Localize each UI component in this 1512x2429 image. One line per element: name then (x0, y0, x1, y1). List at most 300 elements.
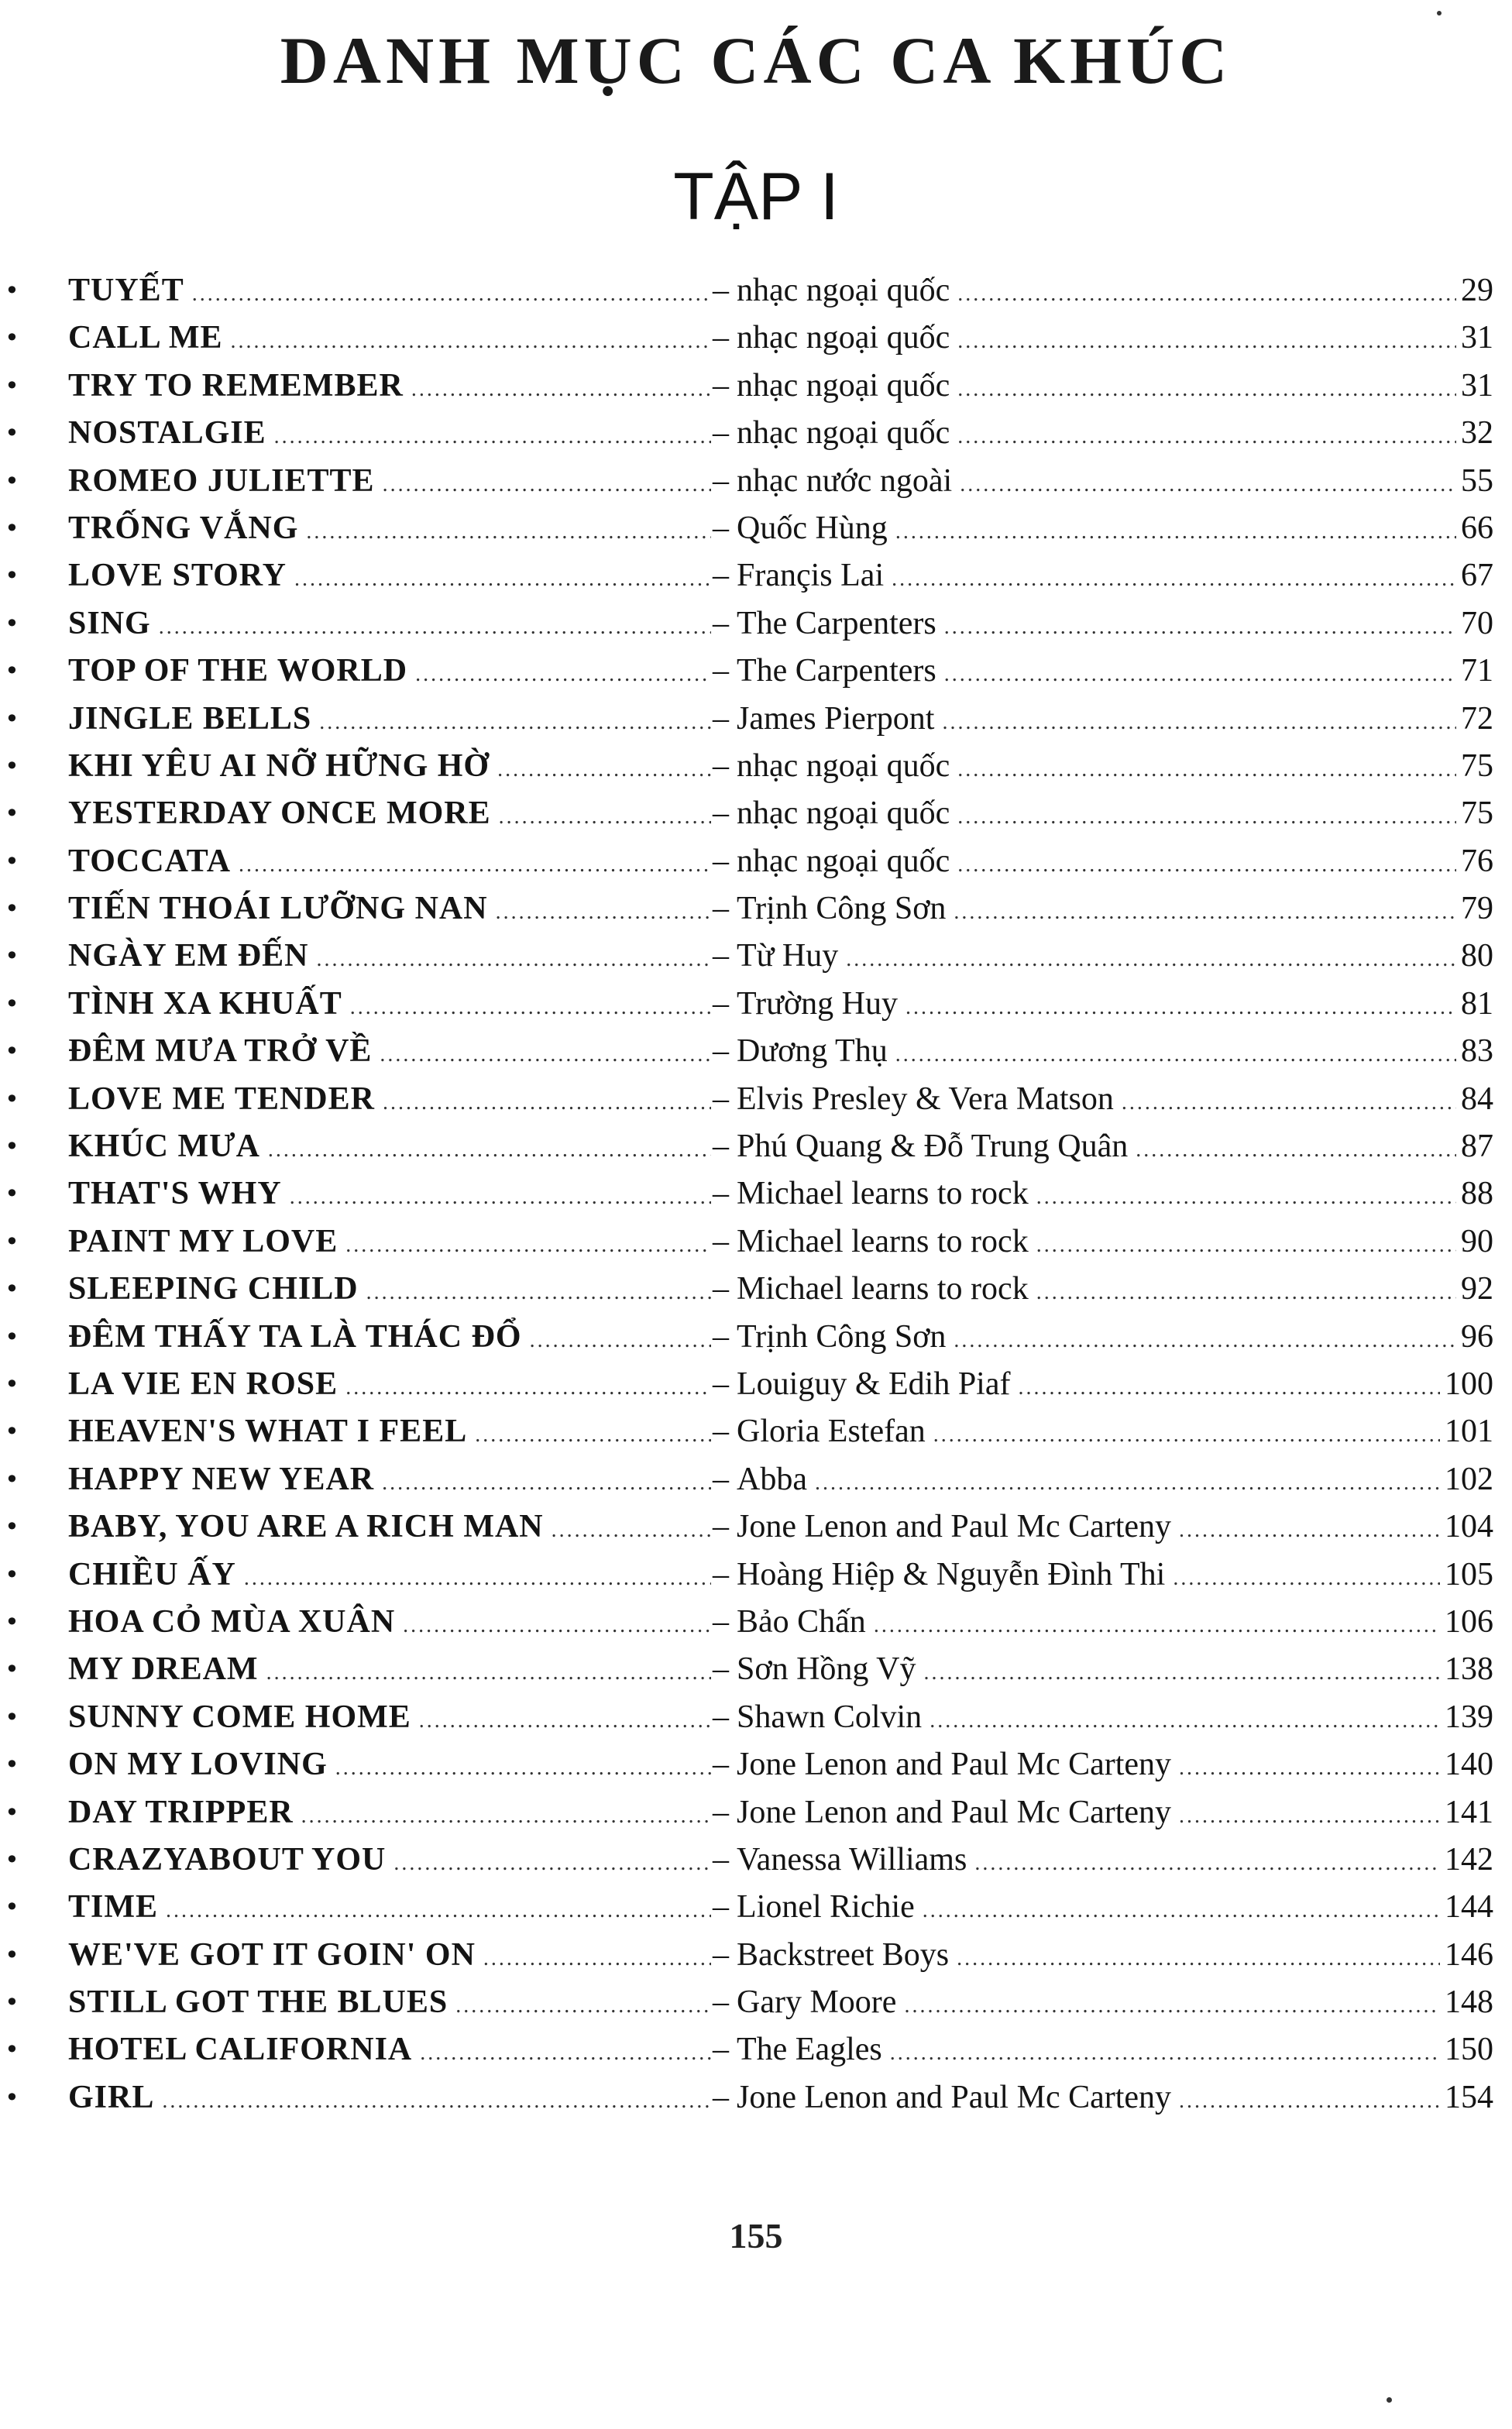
song-author: The Eagles (737, 2032, 882, 2068)
song-author: Trịnh Công Sơn (737, 891, 947, 927)
song-title: TOP OF THE WORLD (68, 653, 408, 689)
song-title: HOTEL CALIFORNIA (68, 2032, 413, 2068)
author-cell (711, 1170, 1493, 1221)
dot-leader (815, 1459, 1440, 1507)
bullet-icon: • (5, 1464, 19, 1494)
bullet-icon: • (5, 561, 19, 591)
song-entry (0, 1028, 1512, 1075)
song-author: Michael learns to rock (737, 1176, 1029, 1212)
bullet-icon: • (5, 1369, 19, 1399)
dash-separator: – (713, 558, 729, 594)
song-author: Vanessa Williams (737, 1841, 967, 1878)
dot-leader (294, 555, 711, 603)
song-entry (0, 1741, 1512, 1788)
dot-leader (239, 841, 711, 888)
bullet-icon: • (5, 1274, 19, 1304)
song-title-cell (68, 790, 711, 840)
dash-separator: – (713, 415, 729, 452)
bullet-icon: • (5, 1321, 19, 1352)
song-title-cell (68, 1694, 711, 1744)
author-cell (711, 362, 1493, 413)
dot-leader (1179, 1792, 1440, 1840)
song-page-number: 148 (1445, 1984, 1493, 2021)
song-author: Sơn Hồng Vỹ (737, 1651, 916, 1688)
dot-leader (345, 1364, 711, 1411)
song-title-cell (68, 1979, 711, 2029)
dot-leader (1179, 2077, 1440, 2125)
dot-leader (957, 793, 1456, 840)
dot-leader (1036, 1221, 1456, 1269)
song-page-number: 76 (1461, 843, 1493, 879)
dot-leader (475, 1411, 711, 1458)
page-title: DANH MỤC CÁC CA KHÚC (280, 23, 1232, 98)
song-entry (0, 1599, 1512, 1646)
song-page-number: 80 (1461, 938, 1493, 974)
song-title: LOVE STORY (68, 558, 287, 594)
dot-leader (846, 936, 1456, 983)
song-title: DAY TRIPPER (68, 1794, 294, 1830)
dot-leader (301, 1792, 711, 1840)
bullet-icon: • (5, 2035, 19, 2065)
dot-leader (923, 1887, 1440, 1934)
song-entry (0, 600, 1512, 648)
song-entry (0, 552, 1512, 600)
bullet-icon: • (5, 1892, 19, 1922)
song-title-cell (68, 1408, 711, 1458)
song-page-number: 83 (1461, 1033, 1493, 1070)
song-title-cell (68, 1932, 711, 1982)
dot-leader (895, 1031, 1456, 1078)
song-author: Hoàng Hiệp & Nguyễn Đình Thi (737, 1556, 1166, 1592)
song-entry (0, 1789, 1512, 1836)
song-title: CRAZYABOUT YOU (68, 1841, 387, 1878)
song-author: Jone Lenon and Paul Mc Carteny (737, 1509, 1172, 1545)
song-title-cell (68, 648, 711, 698)
bullet-icon: • (5, 941, 19, 971)
song-author: Shawn Colvin (737, 1699, 923, 1735)
author-cell (711, 1361, 1493, 1411)
song-title-cell (68, 885, 711, 936)
song-page-number: 150 (1445, 2032, 1493, 2068)
author-cell (711, 267, 1493, 318)
song-page-number: 31 (1461, 320, 1493, 356)
bullet-icon: • (5, 1132, 19, 1162)
author-cell (711, 981, 1493, 1031)
dash-separator: – (713, 985, 729, 1022)
dot-leader (895, 508, 1456, 555)
song-index-list (0, 267, 1512, 2122)
song-entry (0, 1646, 1512, 1693)
song-title: STILL GOT THE BLUES (68, 1984, 448, 2021)
song-author: Phú Quang & Đỗ Trung Quân (737, 1129, 1129, 1165)
song-page-number: 66 (1461, 510, 1493, 546)
dot-leader (499, 793, 711, 840)
song-title: PAINT MY LOVE (68, 1223, 338, 1259)
dash-separator: – (713, 1414, 729, 1450)
song-entry (0, 314, 1512, 362)
song-title-cell (68, 267, 711, 318)
dot-leader (319, 699, 711, 746)
song-title: TÌNH XA KHUẤT (68, 985, 342, 1022)
bullet-icon: • (5, 513, 19, 543)
dash-separator: – (713, 891, 729, 927)
song-author: Françis Lai (737, 558, 885, 594)
song-title: TRY TO REMEMBER (68, 367, 404, 404)
author-cell (711, 2026, 1493, 2077)
dash-separator: – (713, 1366, 729, 1402)
dash-separator: – (713, 1936, 729, 1973)
dash-separator: – (713, 1984, 729, 2021)
author-cell (711, 790, 1493, 840)
dash-separator: – (713, 1699, 729, 1735)
song-title: SUNNY COME HOME (68, 1699, 411, 1735)
song-entry (0, 1694, 1512, 1741)
dash-separator: – (713, 1223, 729, 1259)
author-cell (711, 1123, 1493, 1173)
dash-separator: – (713, 1651, 729, 1688)
song-entry (0, 933, 1512, 980)
dash-separator: – (713, 1318, 729, 1355)
song-entry (0, 505, 1512, 552)
song-title: JINGLE BELLS (68, 700, 312, 737)
song-entry (0, 1836, 1512, 1884)
song-title-cell (68, 1266, 711, 1316)
song-author: Jone Lenon and Paul Mc Carteny (737, 1794, 1172, 1830)
song-page-number: 84 (1461, 1081, 1493, 1117)
author-cell (711, 648, 1493, 698)
dot-leader (497, 746, 711, 793)
bullet-icon: • (5, 608, 19, 638)
song-author: Gary Moore (737, 1984, 897, 2021)
song-author: Elvis Presley & Vera Matson (737, 1081, 1114, 1117)
song-title: TOCCATA (68, 843, 232, 879)
dot-leader (159, 603, 711, 651)
dash-separator: – (713, 653, 729, 689)
author-cell (711, 1646, 1493, 1696)
song-page-number: 138 (1445, 1651, 1493, 1688)
song-page-number: 144 (1445, 1889, 1493, 1926)
dot-leader (166, 1887, 711, 1934)
song-page-number: 102 (1445, 1461, 1493, 1497)
song-title-cell (68, 1218, 711, 1269)
author-cell (711, 743, 1493, 793)
song-title-cell (68, 410, 711, 460)
song-entry (0, 1408, 1512, 1455)
song-entry (0, 1361, 1512, 1408)
song-page-number: 100 (1445, 1366, 1493, 1402)
song-author: Abba (737, 1461, 807, 1497)
song-title-cell (68, 696, 711, 746)
song-entry (0, 1932, 1512, 1979)
dash-separator: – (713, 1794, 729, 1830)
song-title-cell (68, 1551, 711, 1602)
author-cell (711, 600, 1493, 651)
dot-leader (530, 1317, 711, 1364)
song-title-cell (68, 2026, 711, 2077)
song-page-number: 31 (1461, 367, 1493, 404)
song-title-cell (68, 2074, 711, 2125)
song-page-number: 75 (1461, 795, 1493, 832)
song-title-cell (68, 1836, 711, 1887)
dash-separator: – (713, 938, 729, 974)
song-entry (0, 267, 1512, 314)
song-title: CHIỀU ẤY (68, 1556, 236, 1592)
dot-leader (420, 2029, 711, 2077)
author-cell (711, 1932, 1493, 1982)
dash-separator: – (713, 1033, 729, 1070)
author-cell (711, 410, 1493, 460)
song-author: nhạc ngoại quốc (737, 795, 950, 832)
dot-leader (1136, 1126, 1456, 1173)
song-entry (0, 1266, 1512, 1313)
dot-leader (496, 888, 711, 936)
song-title: NGÀY EM ĐẾN (68, 938, 309, 974)
dash-separator: – (713, 320, 729, 356)
dash-separator: – (713, 2032, 729, 2068)
song-title: SING (68, 605, 151, 641)
song-entry (0, 1551, 1512, 1599)
dash-separator: – (713, 700, 729, 737)
page-number: 155 (729, 2216, 783, 2256)
dot-leader (923, 1649, 1440, 1696)
dash-separator: – (713, 1129, 729, 1165)
song-author: The Carpenters (737, 605, 936, 641)
song-page-number: 101 (1445, 1414, 1493, 1450)
song-author: Louiguy & Edih Piaf (737, 1366, 1011, 1402)
song-author: Jone Lenon and Paul Mc Carteny (737, 1747, 1172, 1783)
song-author: Michael learns to rock (737, 1223, 1029, 1259)
song-entry (0, 1170, 1512, 1218)
song-author: nhạc ngoại quốc (737, 415, 950, 452)
author-cell (711, 838, 1493, 888)
song-author: Trịnh Công Sơn (737, 1318, 947, 1355)
author-cell (711, 1884, 1493, 1934)
bullet-icon: • (5, 656, 19, 686)
song-author: James Pierpont (737, 700, 935, 737)
song-page-number: 88 (1461, 1176, 1493, 1212)
bullet-icon: • (5, 1179, 19, 1209)
bullet-icon: • (5, 988, 19, 1019)
song-entry (0, 696, 1512, 743)
song-author: Jone Lenon and Paul Mc Carteny (737, 2079, 1172, 2115)
song-title-cell (68, 552, 711, 603)
dot-leader (944, 603, 1456, 651)
dash-separator: – (713, 510, 729, 546)
song-page-number: 92 (1461, 1271, 1493, 1307)
dot-leader (266, 1649, 711, 1696)
dot-leader (874, 1602, 1440, 1649)
song-title-cell (68, 1599, 711, 1649)
author-cell (711, 458, 1493, 508)
dash-separator: – (713, 367, 729, 404)
dot-leader (933, 1411, 1440, 1458)
song-title: TRỐNG VẮNG (68, 510, 299, 546)
dot-leader (162, 2077, 711, 2125)
song-title-cell (68, 1076, 711, 1126)
bullet-icon: • (5, 1988, 19, 2018)
song-title-cell (68, 1503, 711, 1554)
author-cell (711, 1218, 1493, 1269)
author-cell (711, 1503, 1493, 1554)
author-cell (711, 696, 1493, 746)
song-title-cell (68, 600, 711, 651)
dash-separator: – (713, 1747, 729, 1783)
song-author: Bảo Chấn (737, 1603, 866, 1640)
song-title: KHI YÊU AI NỠ HỮNG HỜ (68, 747, 490, 784)
song-author: Lionel Richie (737, 1889, 915, 1926)
dot-leader (1179, 1507, 1440, 1554)
dot-leader (552, 1507, 711, 1554)
dot-leader (383, 461, 711, 508)
bullet-icon: • (5, 751, 19, 781)
bullet-icon: • (5, 1939, 19, 1970)
song-title: CALL ME (68, 320, 223, 356)
song-entry (0, 1076, 1512, 1123)
bullet-icon: • (5, 466, 19, 496)
song-title-cell (68, 1456, 711, 1507)
song-page-number: 105 (1445, 1556, 1493, 1592)
bullet-icon: • (5, 703, 19, 734)
dot-leader (892, 555, 1456, 603)
dot-leader (942, 699, 1456, 746)
song-entry (0, 1503, 1512, 1551)
dot-leader (316, 936, 711, 983)
song-author: Dương Thụ (737, 1033, 888, 1070)
song-title-cell (68, 458, 711, 508)
dot-leader (345, 1221, 711, 1269)
song-author: nhạc ngoại quốc (737, 273, 950, 308)
song-title-cell (68, 1741, 711, 1792)
dash-separator: – (713, 1509, 729, 1545)
author-cell (711, 1266, 1493, 1316)
author-cell (711, 1694, 1493, 1744)
dot-leader (930, 1697, 1440, 1744)
song-entry (0, 362, 1512, 410)
dash-separator: – (713, 795, 729, 832)
song-page-number: 70 (1461, 605, 1493, 641)
song-page-number: 72 (1461, 700, 1493, 737)
song-author: Từ Huy (737, 938, 839, 974)
song-author: Backstreet Boys (737, 1936, 950, 1973)
dot-leader (192, 270, 711, 318)
song-title: TIẾN THOÁI LƯỠNG NAN (68, 891, 488, 927)
song-page-number: 87 (1461, 1129, 1493, 1165)
dot-leader (290, 1173, 711, 1221)
song-title: TUYẾT (68, 273, 184, 308)
song-title: LA VIE EN ROSE (68, 1366, 338, 1402)
song-page-number: 55 (1461, 462, 1493, 499)
bullet-icon: • (5, 1512, 19, 1542)
song-title: ĐÊM THẤY TA LÀ THÁC ĐỔ (68, 1318, 522, 1355)
song-title: SLEEPING CHILD (68, 1271, 359, 1307)
dot-leader (274, 413, 711, 460)
author-cell (711, 505, 1493, 555)
song-author: Trường Huy (737, 985, 898, 1022)
dot-leader (1179, 1744, 1440, 1792)
song-page-number: 104 (1445, 1509, 1493, 1545)
dash-separator: – (713, 1841, 729, 1878)
dot-leader (244, 1555, 711, 1602)
song-entry (0, 790, 1512, 837)
dot-leader (1018, 1364, 1440, 1411)
song-title-cell (68, 505, 711, 555)
author-cell (711, 1836, 1493, 1887)
song-page-number: 75 (1461, 747, 1493, 784)
dot-leader (974, 1840, 1440, 1887)
song-author: nhạc ngoại quốc (737, 747, 950, 784)
bullet-icon: • (5, 2082, 19, 2112)
bullet-icon: • (5, 1084, 19, 1114)
volume-title: TẬP I (673, 160, 839, 234)
author-cell (711, 2074, 1493, 2125)
author-cell (711, 933, 1493, 983)
dot-leader (957, 746, 1456, 793)
dot-leader (1122, 1079, 1456, 1126)
song-author: Michael learns to rock (737, 1271, 1029, 1307)
song-entry (0, 981, 1512, 1028)
author-cell (711, 1551, 1493, 1602)
dot-leader (350, 984, 711, 1031)
song-title: ROMEO JULIETTE (68, 462, 375, 499)
bullet-icon: • (5, 1417, 19, 1447)
song-page-number: 96 (1461, 1318, 1493, 1355)
author-cell (711, 1741, 1493, 1792)
song-entry (0, 1218, 1512, 1266)
song-page-number: 81 (1461, 985, 1493, 1022)
song-title-cell (68, 981, 711, 1031)
bullet-icon: • (5, 1654, 19, 1685)
author-cell (711, 1979, 1493, 2029)
dot-leader (403, 1602, 711, 1649)
song-page-number: 142 (1445, 1841, 1493, 1878)
song-page-number: 79 (1461, 891, 1493, 927)
song-entry (0, 1456, 1512, 1503)
dot-leader (393, 1840, 711, 1887)
dash-separator: – (713, 1603, 729, 1640)
dot-leader (954, 888, 1456, 936)
song-title-cell (68, 933, 711, 983)
dot-leader (268, 1126, 711, 1173)
bullet-icon: • (5, 1702, 19, 1732)
dash-separator: – (713, 273, 729, 308)
scan-speck (1387, 2397, 1392, 2403)
song-title-cell (68, 838, 711, 888)
song-page-number: 146 (1445, 1936, 1493, 1973)
song-title: BABY, YOU ARE A RICH MAN (68, 1509, 544, 1545)
song-title-cell (68, 1789, 711, 1840)
song-author: nhạc ngoại quốc (737, 843, 950, 879)
bullet-icon: • (5, 894, 19, 924)
song-entry (0, 2026, 1512, 2073)
dash-separator: – (713, 1461, 729, 1497)
dot-leader (957, 318, 1456, 365)
dash-separator: – (713, 747, 729, 784)
dot-leader (335, 1744, 711, 1792)
dot-leader (957, 366, 1456, 413)
bullet-icon: • (5, 1036, 19, 1067)
song-title-cell (68, 314, 711, 365)
dot-leader (383, 1079, 711, 1126)
song-entry (0, 838, 1512, 885)
song-author: Gloria Estefan (737, 1414, 926, 1450)
dot-leader (904, 1982, 1440, 2029)
dot-leader (905, 984, 1456, 1031)
song-page-number: 29 (1461, 273, 1493, 308)
song-entry (0, 743, 1512, 790)
dot-leader (890, 2029, 1440, 2077)
song-entry (0, 885, 1512, 933)
song-title-cell (68, 1361, 711, 1411)
